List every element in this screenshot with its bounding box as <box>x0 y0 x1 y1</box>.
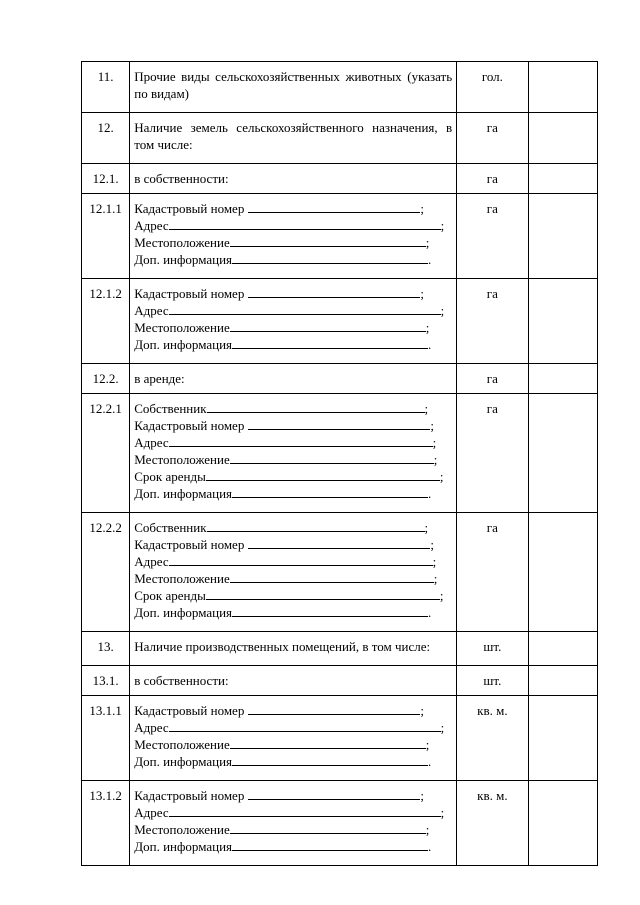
form-field-line[interactable]: Срок аренды ; <box>134 588 444 603</box>
field-list <box>130 696 457 781</box>
unit-cell: шт. <box>457 666 528 696</box>
fill-in-line[interactable] <box>248 200 420 213</box>
field-label: Кадастровый номер <box>134 788 245 803</box>
form-field-line[interactable]: Адрес ; <box>134 303 445 318</box>
fill-in-line[interactable] <box>248 417 430 430</box>
fill-in-line[interactable] <box>232 336 428 349</box>
field-list <box>130 394 457 513</box>
row-number: 12.1.1 <box>82 194 130 279</box>
unit-cell: га <box>457 279 528 364</box>
form-field-line[interactable]: Адрес ; <box>134 720 445 735</box>
fill-in-line[interactable] <box>169 719 441 732</box>
fill-in-line[interactable] <box>248 285 420 298</box>
row-number: 12.2.1 <box>82 394 130 513</box>
form-field-line[interactable]: Местоположение ; <box>134 452 438 467</box>
fill-in-line[interactable] <box>169 553 433 566</box>
fill-in-line[interactable] <box>230 736 426 749</box>
table-row <box>82 62 598 113</box>
form-field-line[interactable]: Адрес ; <box>134 805 445 820</box>
field-label: Местоположение <box>134 235 230 250</box>
form-field-line[interactable]: Кадастровый номер ; <box>134 418 434 433</box>
table-row <box>82 164 598 194</box>
form-field-line[interactable]: Кадастровый номер ; <box>134 788 424 803</box>
field-label: Доп. информация <box>134 252 233 267</box>
table-row <box>82 394 598 513</box>
fill-in-line[interactable] <box>232 251 428 264</box>
form-field-line[interactable]: Кадастровый номер ; <box>134 703 424 718</box>
fill-in-line[interactable] <box>232 753 428 766</box>
form-field-line[interactable]: Доп. информация . <box>134 839 432 854</box>
fill-in-line[interactable] <box>169 804 441 817</box>
table-row <box>82 364 598 394</box>
unit-cell: га <box>457 113 528 164</box>
field-label: Доп. информация <box>134 754 233 769</box>
row-description: Прочие виды сельскохозяйственных животных (указать по видам) <box>130 62 457 113</box>
unit-cell: кв. м. <box>457 781 528 866</box>
fill-in-line[interactable] <box>207 400 425 413</box>
value-cell[interactable] <box>528 781 597 866</box>
table-row <box>82 194 598 279</box>
unit-cell: га <box>457 364 528 394</box>
table-row <box>82 513 598 632</box>
form-field-line[interactable]: Адрес ; <box>134 554 437 569</box>
row-number: 12.1.2 <box>82 279 130 364</box>
form-field-line[interactable]: Доп. информация . <box>134 486 432 501</box>
field-label: Адрес <box>134 218 169 233</box>
fill-in-line[interactable] <box>248 787 420 800</box>
fill-in-line[interactable] <box>248 536 430 549</box>
form-field-line[interactable]: Доп. информация . <box>134 252 432 267</box>
field-label: Адрес <box>134 720 169 735</box>
form-field-line[interactable]: Адрес ; <box>134 435 437 450</box>
field-label: Доп. информация <box>134 839 233 854</box>
form-field-line[interactable]: Адрес ; <box>134 218 445 233</box>
value-cell[interactable] <box>528 364 597 394</box>
form-field-line[interactable]: Местоположение ; <box>134 320 430 335</box>
value-cell[interactable] <box>528 194 597 279</box>
row-description: в собственности: <box>130 164 457 194</box>
row-number: 12.2. <box>82 364 130 394</box>
fill-in-line[interactable] <box>230 234 426 247</box>
agricultural-assets-table <box>81 61 598 866</box>
field-list <box>130 513 457 632</box>
form-field-line[interactable]: Доп. информация . <box>134 605 432 620</box>
field-label: Доп. информация <box>134 486 233 501</box>
unit-cell: га <box>457 513 528 632</box>
value-cell[interactable] <box>528 666 597 696</box>
fill-in-line[interactable] <box>232 604 428 617</box>
form-field-line[interactable]: Кадастровый номер ; <box>134 201 424 216</box>
value-cell[interactable] <box>528 164 597 194</box>
row-description: в собственности: <box>130 666 457 696</box>
value-cell[interactable] <box>528 279 597 364</box>
form-field-line[interactable]: Собственник ; <box>134 520 429 535</box>
table-row <box>82 279 598 364</box>
field-list <box>130 781 457 866</box>
field-label: Срок аренды <box>134 469 206 484</box>
unit-cell: шт. <box>457 632 528 666</box>
row-number: 13.1.2 <box>82 781 130 866</box>
table-row <box>82 113 598 164</box>
fill-in-line[interactable] <box>232 838 428 851</box>
table-row <box>82 666 598 696</box>
fill-in-line[interactable] <box>232 485 428 498</box>
field-label: Доп. информация <box>134 605 233 620</box>
value-cell[interactable] <box>528 62 597 113</box>
fill-in-line[interactable] <box>230 821 426 834</box>
field-label: Кадастровый номер <box>134 201 245 216</box>
fill-in-line[interactable] <box>248 702 420 715</box>
table-row <box>82 632 598 666</box>
unit-cell: га <box>457 194 528 279</box>
field-label: Доп. информация <box>134 337 233 352</box>
field-list <box>130 279 457 364</box>
field-label: Кадастровый номер <box>134 418 245 433</box>
form-field-line[interactable]: Местоположение ; <box>134 737 430 752</box>
form-field-line[interactable]: Кадастровый номер ; <box>134 537 434 552</box>
fill-in-line[interactable] <box>207 519 425 532</box>
form-field-line[interactable]: Срок аренды ; <box>134 469 444 484</box>
fill-in-line[interactable] <box>230 319 426 332</box>
field-label: Собственник <box>134 520 207 535</box>
table-row <box>82 781 598 866</box>
form-field-line[interactable]: Местоположение ; <box>134 235 430 250</box>
field-label: Местоположение <box>134 737 230 752</box>
row-number: 13.1.1 <box>82 696 130 781</box>
row-number: 12.1. <box>82 164 130 194</box>
form-field-line[interactable]: Кадастровый номер ; <box>134 286 424 301</box>
fill-in-line[interactable] <box>206 587 440 600</box>
field-label: Местоположение <box>134 452 230 467</box>
row-number: 12. <box>82 113 130 164</box>
value-cell[interactable] <box>528 113 597 164</box>
field-label: Адрес <box>134 805 169 820</box>
row-number: 11. <box>82 62 130 113</box>
form-field-line[interactable]: Доп. информация . <box>134 754 432 769</box>
unit-cell: га <box>457 394 528 513</box>
field-label: Адрес <box>134 554 169 569</box>
row-number: 13.1. <box>82 666 130 696</box>
unit-cell: га <box>457 164 528 194</box>
fill-in-line[interactable] <box>206 468 440 481</box>
field-label: Адрес <box>134 435 169 450</box>
field-label: Местоположение <box>134 320 230 335</box>
value-cell[interactable] <box>528 632 597 666</box>
field-list <box>130 194 457 279</box>
field-label: Кадастровый номер <box>134 703 245 718</box>
row-description: Наличие земель сельскохозяйственного назначения, в том числе: <box>130 113 457 164</box>
field-label: Кадастровый номер <box>134 286 245 301</box>
field-label: Срок аренды <box>134 588 206 603</box>
form-field-line[interactable]: Местоположение ; <box>134 822 430 837</box>
field-label: Собственник <box>134 401 207 416</box>
fill-in-line[interactable] <box>230 451 434 464</box>
row-number: 13. <box>82 632 130 666</box>
form-field-line[interactable]: Собственник ; <box>134 401 429 416</box>
row-description: в аренде: <box>130 364 457 394</box>
form-field-line[interactable]: Местоположение ; <box>134 571 438 586</box>
fill-in-line[interactable] <box>230 570 434 583</box>
value-cell[interactable] <box>528 513 597 632</box>
field-label: Адрес <box>134 303 169 318</box>
row-number: 12.2.2 <box>82 513 130 632</box>
fill-in-line[interactable] <box>169 302 441 315</box>
form-field-line[interactable]: Доп. информация . <box>134 337 432 352</box>
value-cell[interactable] <box>528 394 597 513</box>
field-label: Кадастровый номер <box>134 537 245 552</box>
unit-cell: кв. м. <box>457 696 528 781</box>
table-row <box>82 696 598 781</box>
fill-in-line[interactable] <box>169 434 433 447</box>
row-description: Наличие производственных помещений, в том числе: <box>130 632 457 666</box>
field-label: Местоположение <box>134 822 230 837</box>
field-label: Местоположение <box>134 571 230 586</box>
unit-cell: гол. <box>457 62 528 113</box>
value-cell[interactable] <box>528 696 597 781</box>
fill-in-line[interactable] <box>169 217 441 230</box>
